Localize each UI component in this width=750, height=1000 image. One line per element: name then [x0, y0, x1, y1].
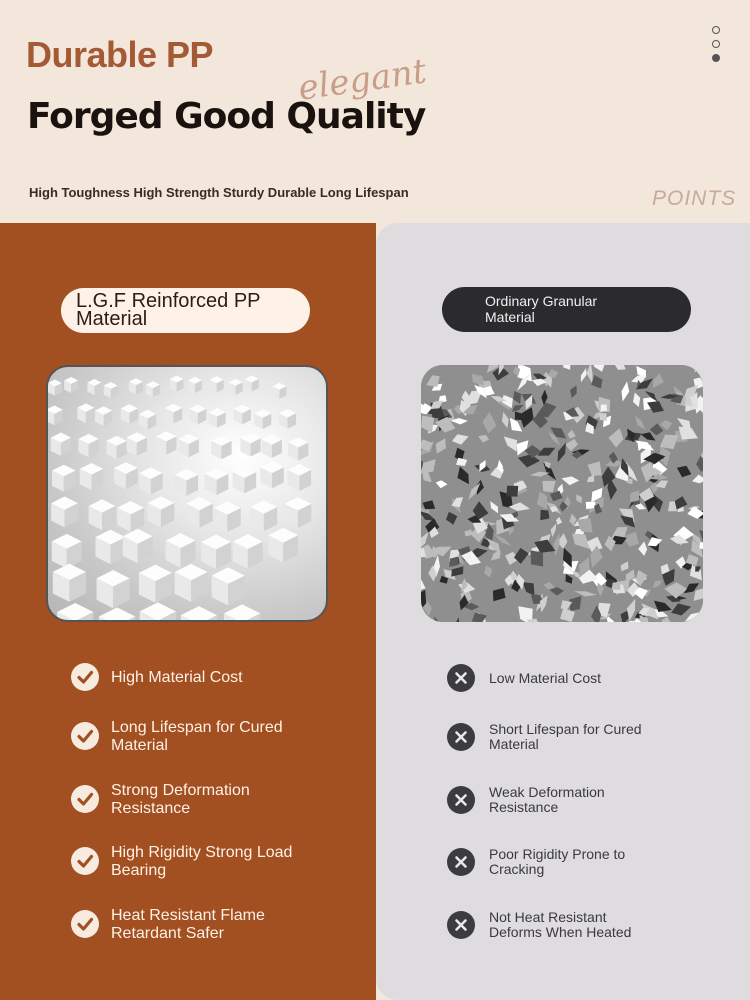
cross-icon	[447, 664, 475, 692]
lgf-material-label: L.G.F Reinforced PP Material	[76, 290, 261, 330]
check-icon	[71, 663, 99, 691]
ordinary-material-label: Ordinary Granular Material	[485, 293, 598, 325]
script-decoration: elegant	[295, 51, 429, 109]
points-label: POINTS	[652, 187, 737, 210]
check-icon	[71, 785, 99, 813]
cross-icon	[447, 723, 475, 751]
lgf-material-pill	[61, 288, 310, 333]
right-feature-text: Poor Rigidity Prone to Cracking	[489, 846, 626, 877]
cross-icon	[447, 786, 475, 814]
left-feature-text: Strong Deformation Resistance	[111, 782, 250, 817]
right-feature-text: Low Material Cost	[489, 670, 602, 686]
right-feature-text: Weak Deformation Resistance	[489, 784, 605, 815]
cross-icon	[447, 911, 475, 939]
title-forged-quality: Forged Good Quality	[27, 96, 426, 137]
header-banner	[0, 0, 750, 223]
white-pellets-image	[46, 365, 328, 622]
cross-icon	[447, 848, 475, 876]
left-feature-text: High Rigidity Strong Load Bearing	[111, 844, 293, 879]
right-feature-text: Short Lifespan for Cured Material	[489, 721, 642, 752]
pellets-illustration	[48, 367, 328, 622]
flakes-illustration	[421, 365, 703, 622]
title-durable-pp: Durable PP	[26, 34, 214, 75]
ordinary-material-pill	[442, 287, 691, 332]
left-feature-text: Heat Resistant Flame Retardant Safer	[111, 907, 265, 942]
left-feature-text: High Material Cost	[111, 669, 243, 686]
granular-flakes-image	[421, 365, 703, 622]
dots-menu-icon	[712, 26, 724, 68]
check-icon	[71, 910, 99, 938]
left-feature-text: Long Lifespan for Cured Material	[111, 719, 283, 754]
right-feature-text: Not Heat Resistant Deforms When Heated	[489, 909, 632, 940]
subtitle: High Toughness High Strength Sturdy Durable Long Lifespan	[29, 185, 409, 200]
check-icon	[71, 722, 99, 750]
check-icon	[71, 847, 99, 875]
